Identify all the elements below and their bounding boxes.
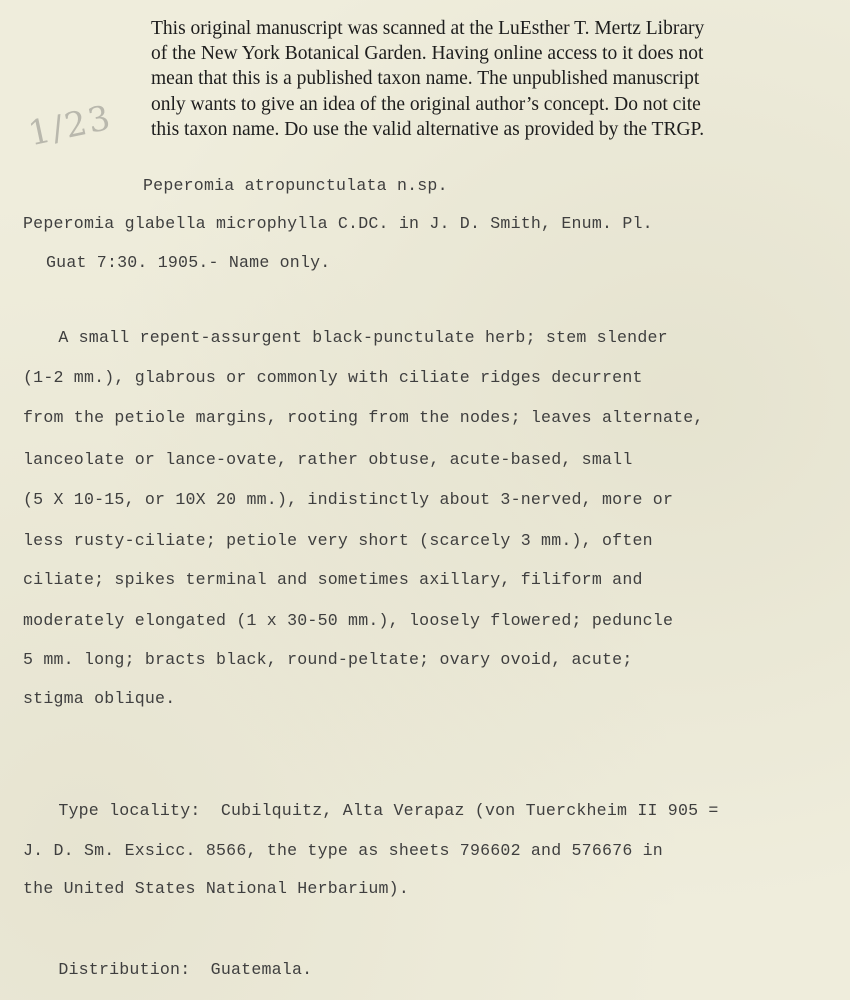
description-line: ciliate; spikes terminal and sometimes axillary, filiform and (23, 570, 643, 589)
species-title: Peperomia atropunctulata n.sp. (143, 176, 448, 195)
description-line: 5 mm. long; bracts black, round-peltate; ovary ovoid, acute; (23, 650, 633, 669)
pencil-annotation: 1/23 (24, 97, 116, 155)
description-line: (5 X 10-15, or 10X 20 mm.), indistinctly about 3-nerved, more or (23, 490, 674, 509)
description-line: moderately elongated (1 x 30-50 mm.), loosely flowered; peduncle (23, 611, 674, 630)
distribution-line: Distribution: Guatemala. (38, 960, 313, 979)
description-line: A small repent-assurgent black-punctulate herb; stem slender (38, 328, 668, 347)
description-line: (1-2 mm.), glabrous or commonly with ciliate ridges decurrent (23, 368, 643, 387)
type-locality-line: J. D. Sm. Exsicc. 8566, the type as sheets 796602 and 576676 in (23, 841, 663, 860)
library-disclaimer-notice: This original manuscript was scanned at the LuEsther T. Mertz Library of the New York Botanical Garden. Having online access to it does not mean that this is a published taxon name. The unpublished manuscript only wants to give an idea of the original author’s concept. Do not cite this taxon name. Do use the valid alternative as provided by the TRGP. (151, 18, 705, 140)
description-line: from the petiole margins, rooting from the nodes; leaves alternate, (23, 408, 704, 427)
type-locality-line: the United States National Herbarium). (23, 879, 409, 898)
type-locality-line: Type locality: Cubilquitz, Alta Verapaz (von Tuerckheim II 905 = (38, 801, 719, 820)
citation-line-1: Peperomia glabella microphylla C.DC. in J. D. Smith, Enum. Pl. (23, 214, 653, 233)
citation-line-2: Guat 7:30. 1905.- Name only. (46, 253, 331, 272)
description-line: less rusty-ciliate; petiole very short (scarcely 3 mm.), often (23, 531, 653, 550)
description-line: lanceolate or lance-ovate, rather obtuse, acute-based, small (23, 450, 633, 469)
description-line: stigma oblique. (23, 689, 176, 708)
